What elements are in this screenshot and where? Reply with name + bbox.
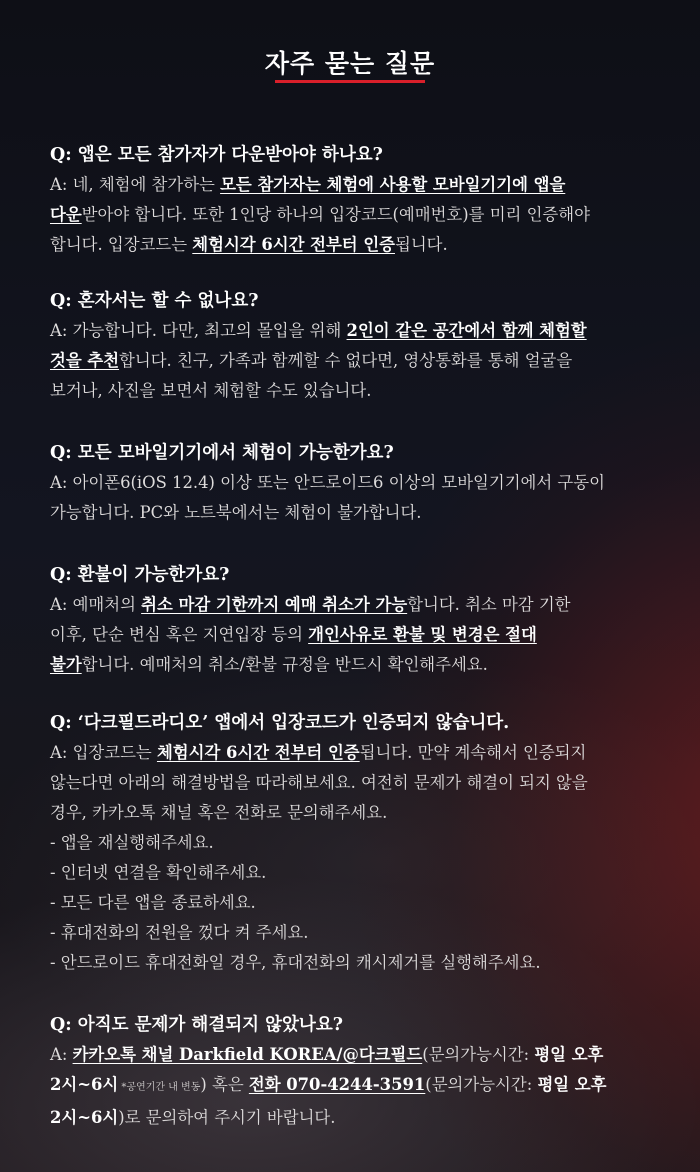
faq-answer-line: A: 입장코드는 체험시각 6시간 전부터 인증됩니다. 만약 계속해서 인증되지 (50, 743, 587, 762)
troubleshoot-step: - 안드로이드 휴대전화일 경우, 휴대전화의 캐시제거를 실행해주세요. (50, 953, 541, 972)
kakao-channel-link[interactable]: 카카오톡 채널 Darkfield KOREA/@다크필드 (72, 1045, 423, 1064)
faq-answer-line: 합니다. 입장코드는 체험시각 6시간 전부터 인증됩니다. (50, 235, 448, 254)
faq-answer-line: A: 아이폰6(iOS 12.4) 이상 또는 안드로이드6 이상의 모바일기기에서 구동이 (50, 473, 605, 492)
faq-answer-line: A: 예매처의 취소 마감 기한까지 예매 취소가 가능합니다. 취소 마감 기한 (50, 595, 571, 614)
faq-answer-line: 이후, 단순 변심 혹은 지연입장 등의 개인사유로 환불 및 변경은 절대 (50, 625, 537, 644)
faq-answer-line: 경우, 카카오톡 채널 혹은 전화로 문의해주세요. (50, 803, 388, 822)
faq-item (50, 286, 650, 406)
page-title: 자주 묻는 질문 (264, 49, 436, 78)
faq-answer-line: 2시~6시 *공연기간 내 변동) 혹은 전화 070-4244-3591(문의가능시간: 평일 오후 (50, 1075, 607, 1094)
faq-answer-line: 불가합니다. 예매처의 취소/환불 규정을 반드시 확인해주세요. (50, 655, 488, 674)
faq-question: Q: 아직도 문제가 해결되지 않았나요? (50, 1015, 343, 1035)
troubleshoot-step: - 휴대전화의 전원을 껐다 켜 주세요. (50, 923, 309, 942)
faq-answer-line: 않는다면 아래의 해결방법을 따라해보세요. 여전히 문제가 해결이 되지 않을 (50, 773, 588, 792)
faq-question: Q: ‘다크필드라디오’ 앱에서 입장코드가 인증되지 않습니다. (50, 713, 510, 733)
faq-answer-line: 것을 추천합니다. 친구, 가족과 함께할 수 없다면, 영상통화를 통해 얼굴을 (50, 351, 573, 370)
faq-answer-line: A: 네, 체험에 참가하는 모든 참가자는 체험에 사용할 모바일기기에 앱을 (50, 175, 566, 194)
troubleshoot-step: - 앱을 재실행해주세요. (50, 833, 214, 852)
troubleshoot-step: - 모든 다른 앱을 종료하세요. (50, 893, 256, 912)
faq-question: Q: 환불이 가능한가요? (50, 565, 230, 585)
faq-answer-line: 보거나, 사진을 보면서 체험할 수도 있습니다. (50, 381, 372, 400)
faq-answer-line: A: 카카오톡 채널 Darkfield KOREA/@다크필드(문의가능시간: 평일 오후 (50, 1045, 604, 1064)
faq-question: Q: 혼자서는 할 수 없나요? (50, 291, 259, 311)
faq-answer-line: 2시~6시)로 문의하여 주시기 바랍니다. (50, 1108, 336, 1127)
faq-item (50, 560, 650, 680)
faq-item (50, 1010, 650, 1133)
faq-answer-line: 가능합니다. PC와 노트북에서는 체험이 불가합니다. (50, 503, 422, 522)
troubleshoot-step: - 인터넷 연결을 확인해주세요. (50, 863, 267, 882)
faq-item (50, 140, 650, 260)
faq-answer-line: 다운받아야 합니다. 또한 1인당 하나의 입장코드(예매번호)를 미리 인증해야 (50, 205, 590, 224)
faq-item (50, 438, 650, 528)
title-underline (275, 80, 425, 83)
faq-question: Q: 앱은 모든 참가자가 다운받아야 하나요? (50, 145, 383, 165)
faq-item (50, 708, 650, 978)
phone-link[interactable]: 전화 070-4244-3591 (248, 1075, 426, 1094)
faq-question: Q: 모든 모바일기기에서 체험이 가능한가요? (50, 443, 394, 463)
faq-answer-line: A: 가능합니다. 다만, 최고의 몰입을 위해 2인이 같은 공간에서 함께 체험할 (50, 321, 587, 340)
